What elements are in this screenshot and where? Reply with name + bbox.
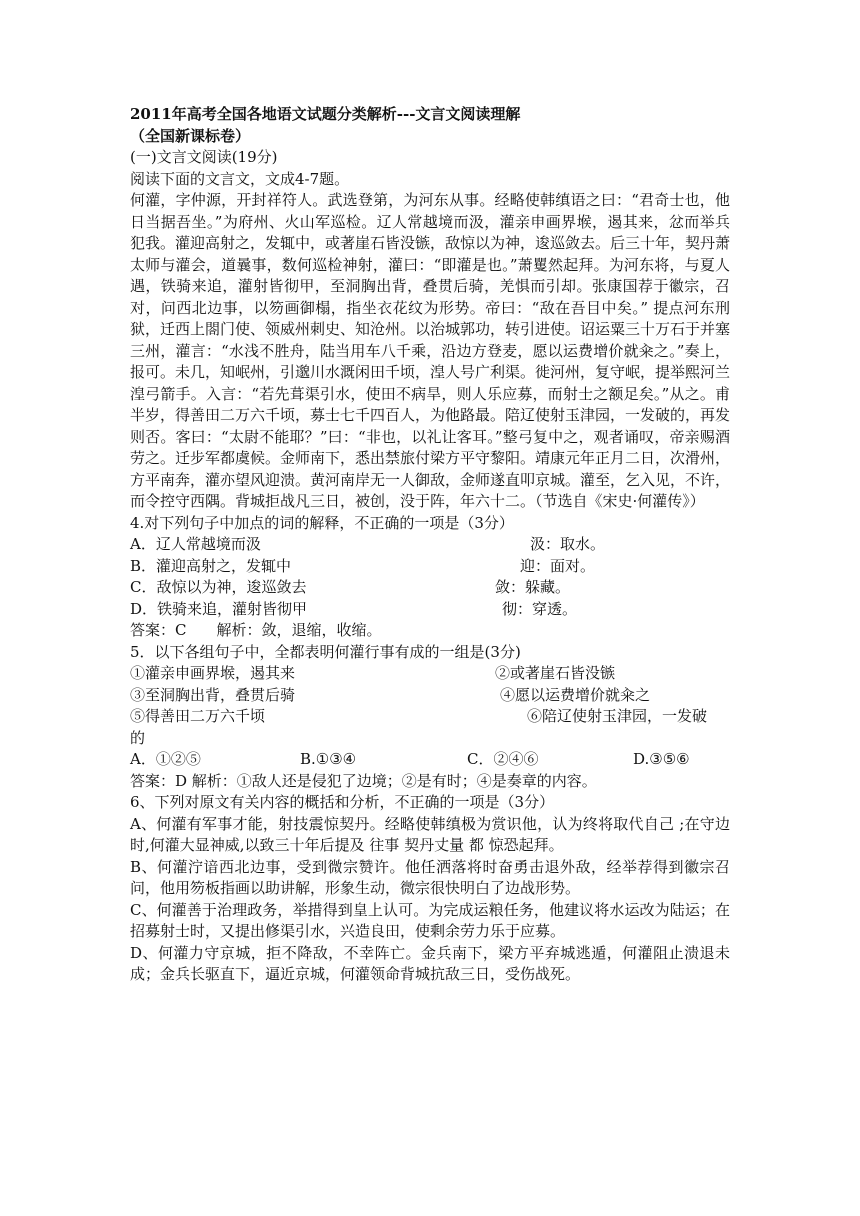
q5-item-5: ⑤得善田二万六千顷 — [130, 707, 266, 725]
q5-choice-c: C．②④⑥ — [467, 750, 539, 768]
q5-pair-row — [130, 706, 730, 728]
q5-stem: 5．以下各组句子中，全都表明何灌行事有成的一组是(3分) — [130, 642, 521, 661]
q4-option-a — [130, 534, 730, 556]
q6-option-a: A、何灌有军事才能，射技震惊契丹。经略使韩缜极为赏识他，认为终将取代自己 ;在守边时,何灌大显神威,以致三十年后提及 往事 契丹丈量 都 惊恐起拜。 — [130, 814, 730, 854]
classical-passage: 何灌，字仲源，开封祥符人。武选登第，为河东从事。经略使韩缜语之曰：“君奇士也，他日当据吾坐。”为府州、火山军巡检。辽人常越境而汲，灌亲申画界堠，遏其来，忿而举兵犯我。灌迎高射之，发辄中，或著崖石皆没镞，敌惊以为神，逡巡敛去。后三十年，契丹萧太师与灌会，道曩事，数何巡检神射，灌曰：“即灌是也。”萧矍然起拜。为河东将，与夏人遇，铁骑来追，灌射皆彻甲，至洞胸出背，叠贯后骑，羌惧而引却。张康国荐于徽宗，召对，问西北边事，以笏画御榻，指坐衣花纹为形势。帝曰：“敌在吾目中矣。” 提点河东刑狱，迁西上閤门使、领威州刺史、知沧州。以治城郭功，转引进使。诏运粟三十万石于并塞三州，灌言：“水浅不胜舟，陆当用车八千乘，沿边方登麦，愿以运费增价就籴之。”奏上，报可。未几，知岷州，引邈川水溉闲田千顷，湟人号广利渠。徙河州，复守岷，提举熙河兰湟弓箭手。入言：“若先葺渠引水，使田不病旱，则人乐应募，而射士之额足矣。”从之。甫半岁，得善田二万六千顷，募士七千四百人，为他路最。陪辽使射玉津园，一发破的，再发则否。客曰：“太尉不能耶？”曰：“非也，以礼让客耳。”整弓复中之，观者诵叹，帝亲赐酒劳之。迁步军都虞候。金师南下，悉出禁旅付梁方平守黎阳。靖康元年正月二日，次滑州，方平南奔，灌亦望风迎溃。黄河南岸无一人御敌，金师遂直叩京城。灌至，乞入见，不许，而令控守西隅。背城拒战凡三日，被创，没于阵，年六十二。（节选自《宋史·何灌传》） — [130, 191, 731, 510]
section-heading: (一)文言文阅读(19分) — [130, 148, 278, 166]
q5-choice-a: A．①②⑤ — [130, 750, 201, 768]
document-subtitle: （全国新课标卷） — [130, 126, 251, 145]
q5-choice-d: D.③⑤⑥ — [633, 750, 690, 768]
q4-option-d — [130, 599, 730, 621]
q5-item-2: ②或著崖石皆没镞 — [495, 664, 616, 682]
q4-option-b-sentence: B．灌迎高射之，发辄中 — [130, 556, 292, 575]
document-title: 2011年高考全国各地语文试题分类解析---文言文阅读理解 — [130, 105, 521, 123]
q5-choice-b: B.①③④ — [300, 750, 357, 768]
q4-option-c-sentence: C．敌惊以为神，逡巡敛去 — [130, 578, 307, 596]
q5-item-6: ⑥陪辽使射玉津园，一发破 — [527, 707, 708, 725]
q5-answer: 答案：D 解析：①敌人还是侵犯了边境；②是有时；④是奏章的内容。 — [130, 771, 597, 790]
q6-option-c: C、何灌善于治理政务，举措得到皇上认可。为完成运粮任务，他建议将水运改为陆运；在招募射士时，又提出修渠引水，兴造良田，使剩余劳力乐于应募。 — [130, 900, 730, 940]
q5-item-3: ③至洞胸出背，叠贯后骑 — [130, 685, 296, 704]
q6-option-d: D、何灌力守京城，拒不降敌，不幸阵亡。金兵南下，梁方平弃城逃遁，何灌阻止溃退未成；金兵长驱直下，逼近京城，何灌领命背城抗敌三日，受伤战死。 — [130, 943, 730, 983]
q4-answer: 答案：C 解析：敛，退缩，收缩。 — [130, 621, 382, 639]
q5-item-4: ④愿以运费增价就籴之 — [500, 685, 651, 704]
q4-option-a-sentence: A．辽人常越境而汲 — [130, 535, 261, 553]
q6-stem: 6、下列对原文有关内容的概括和分析，不正确的一项是（3分） — [130, 793, 555, 811]
q4-option-a-gloss: 汲：取水。 — [530, 535, 606, 553]
section-instruction: 阅读下面的文言文，文成4-7题。 — [130, 169, 350, 188]
document-page — [130, 104, 730, 986]
q4-option-d-sentence: D．铁骑来追，灌射皆彻甲 — [130, 599, 308, 618]
q5-item-1: ①灌亲申画界堠，遏其来 — [130, 664, 296, 682]
q5-choices — [130, 749, 730, 771]
q4-option-b — [130, 556, 730, 578]
q6-option-b: B、何灌泞谙西北边事，受到微宗赞许。他任洒落将时奋勇击退外敌，经举荐得到徽宗召问，他用笏板指画以助讲解，形象生动，微宗很快明白了边战形势。 — [130, 857, 730, 897]
q5-pair-row — [130, 663, 730, 685]
q4-option-c — [130, 577, 730, 599]
q5-item-6-wrap: 的 — [130, 728, 146, 747]
q4-option-c-gloss: 敛：躲藏。 — [495, 578, 571, 596]
q4-stem: 4.对下列句子中加点的词的解释，不正确的一项是（3分） — [130, 513, 514, 532]
q5-pair-row — [130, 685, 730, 707]
q4-option-b-gloss: 迎：面对。 — [520, 556, 596, 575]
q4-option-d-gloss: 彻：穿透。 — [502, 599, 578, 618]
